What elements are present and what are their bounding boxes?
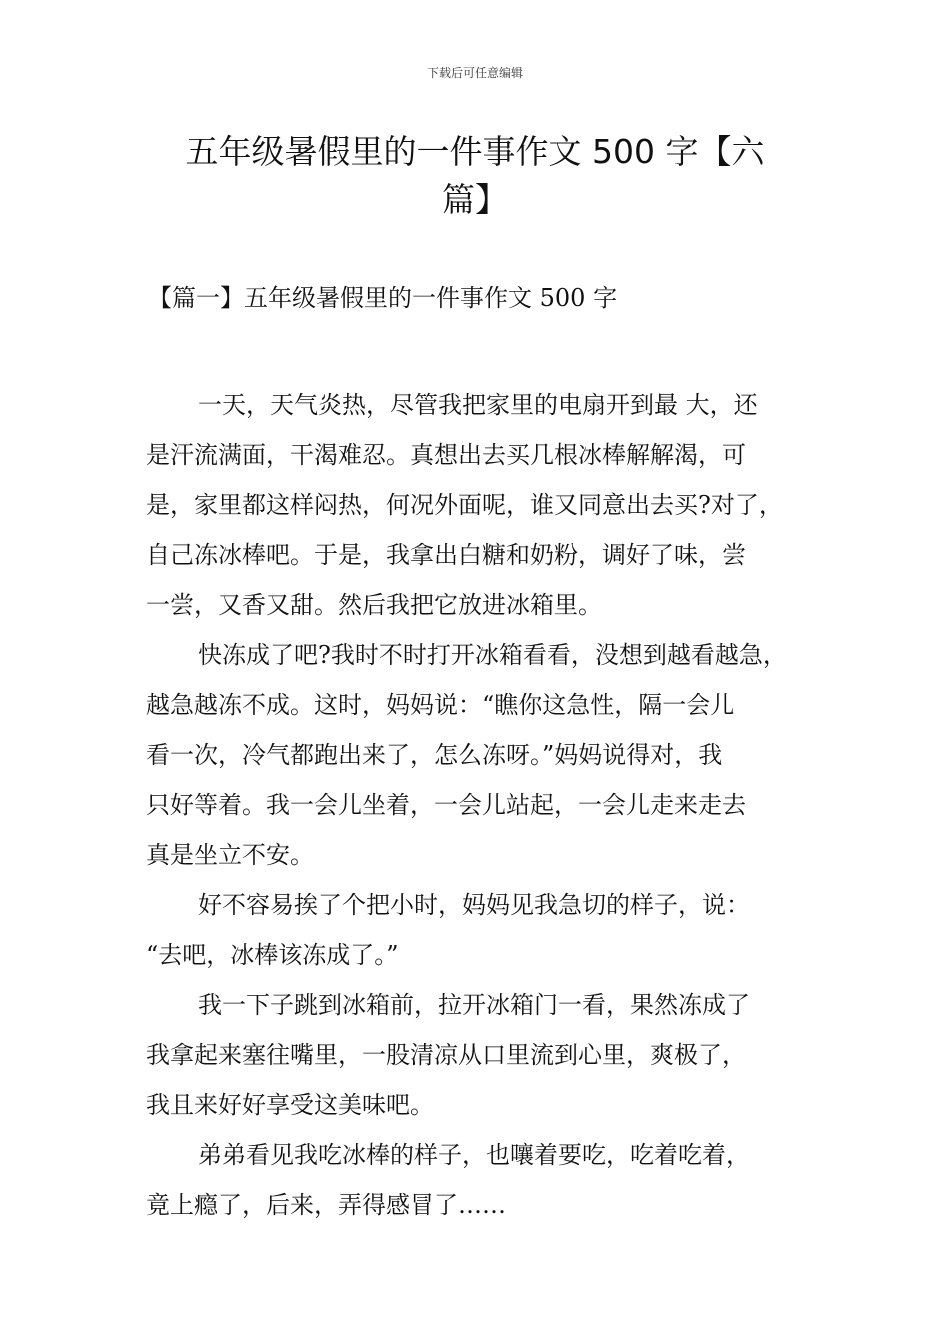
paragraph-5 xyxy=(146,1130,836,1230)
section-heading: 【篇一】五年级暑假里的一件事作文 500 字 xyxy=(148,284,618,312)
paragraph-1 xyxy=(146,380,836,630)
document-title xyxy=(150,128,800,224)
text-line: 越急越冻不成。这时，妈妈说：“瞧你这急性，隔一会儿 xyxy=(146,691,735,719)
text-line: 一天，天气炎热，尽管我把家里的电扇开到最 大，还 xyxy=(198,391,758,419)
text-line: 是汗流满面，干渴难忍。真想出去买几根冰棒解解渴，可 xyxy=(146,441,746,469)
text-line: 一尝，又香又甜。然后我把它放进冰箱里。 xyxy=(146,591,602,619)
text-line: 我拿起来塞往嘴里，一股清凉从口里流到心里，爽极了， xyxy=(146,1041,746,1069)
text-line: 我一下子跳到冰箱前，拉开冰箱门一看，果然冻成了 xyxy=(198,991,750,1019)
text-line: 自己冻冰棒吧。于是，我拿出白糖和奶粉，调好了味，尝 xyxy=(146,541,746,569)
essay-body xyxy=(146,380,836,1230)
text-line: “去吧，冰棒该冻成了。” xyxy=(146,941,399,969)
paragraph-3 xyxy=(146,880,836,980)
paragraph-4 xyxy=(146,980,836,1130)
text-line: 只好等着。我一会儿坐着，一会儿站起，一会儿走来走去 xyxy=(146,791,746,819)
header-note: 下载后可任意编辑 xyxy=(426,66,523,80)
text-line: 竟上瘾了，后来，弄得感冒了…… xyxy=(146,1191,506,1219)
text-line: 是，家里都这样闷热，何况外面呢，谁又同意出去买?对了， xyxy=(146,491,783,519)
text-line: 我且来好好享受这美味吧。 xyxy=(146,1091,434,1119)
text-line: 真是坐立不安。 xyxy=(146,841,314,869)
text-line: 看一次，冷气都跑出来了，怎么冻呀。”妈妈说得对，我 xyxy=(146,741,723,769)
title-line: 篇】 xyxy=(442,180,508,219)
text-line: 好不容易挨了个把小时，妈妈见我急切的样子，说： xyxy=(198,891,750,919)
text-line: 弟弟看见我吃冰棒的样子，也嚷着要吃，吃着吃着， xyxy=(198,1141,750,1169)
paragraph-2 xyxy=(146,630,836,880)
title-line: 五年级暑假里的一件事作文 500 字【六 xyxy=(185,132,765,171)
text-line: 快冻成了吧?我时不时打开冰箱看看，没想到越看越急， xyxy=(198,641,787,669)
